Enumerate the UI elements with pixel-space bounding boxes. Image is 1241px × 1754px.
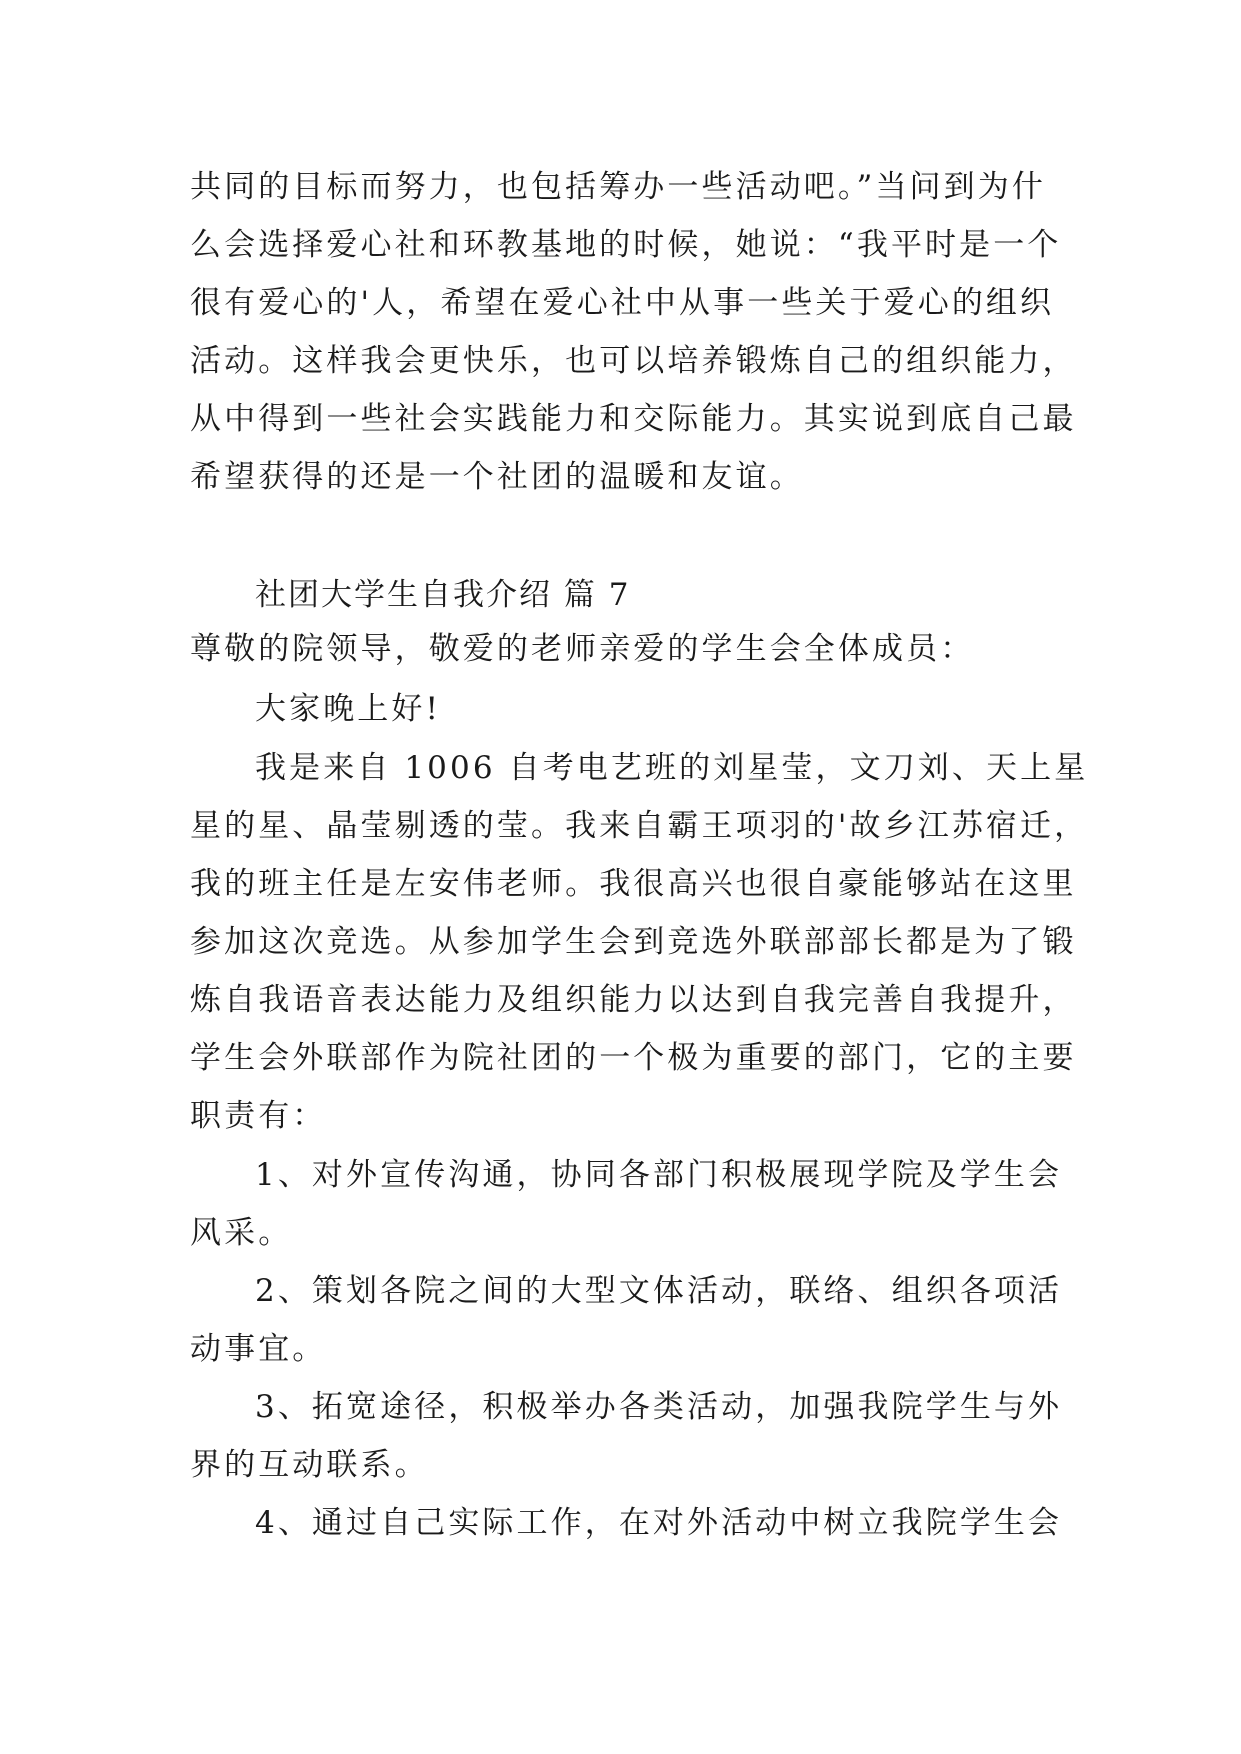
body-text-line: 我是来自 1006 自考电艺班的刘星莹，文刀刘、天上星 xyxy=(255,750,1089,786)
list-item-line: 风采。 xyxy=(190,1215,293,1251)
list-item-line: 界的互动联系。 xyxy=(190,1447,429,1483)
body-text-line: 从中得到一些社会实践能力和交际能力。其实说到底自己最 xyxy=(190,401,1077,437)
list-item-line: 动事宜。 xyxy=(190,1331,327,1367)
body-text-line: 么会选择爱心社和环教基地的时候，她说：“我平时是一个 xyxy=(190,227,1062,263)
section-heading: 社团大学生自我介绍 篇 7 xyxy=(255,577,631,613)
list-item-line: 4、通过自己实际工作，在对外活动中树立我院学生会 xyxy=(255,1505,1063,1541)
body-text-line: 活动。这样我会更快乐，也可以培养锻炼自己的组织能力， xyxy=(190,343,1077,379)
body-text-line: 学生会外联部作为院社团的一个极为重要的部门，它的主要 xyxy=(190,1040,1077,1076)
greeting: 大家晚上好! xyxy=(255,691,442,727)
body-text-line: 共同的目标而努力，也包括筹办一些活动吧。”当问到为什 xyxy=(190,169,1046,205)
body-text-line: 希望获得的还是一个社团的温暖和友谊。 xyxy=(190,459,804,495)
body-text-line: 参加这次竞选。从参加学生会到竞选外联部部长都是为了锻 xyxy=(190,924,1077,960)
body-text-line: 职责有： xyxy=(190,1098,327,1134)
list-item-line: 2、策划各院之间的大型文体活动，联络、组织各项活 xyxy=(255,1273,1063,1309)
body-text-line: 炼自我语音表达能力及组织能力以达到自我完善自我提升， xyxy=(190,982,1077,1018)
list-item-line: 1、对外宣传沟通，协同各部门积极展现学院及学生会 xyxy=(255,1157,1063,1193)
list-item-line: 3、拓宽途径，积极举办各类活动，加强我院学生与外 xyxy=(255,1389,1063,1425)
body-text-line: 星的星、晶莹剔透的莹。我来自霸王项羽的'故乡江苏宿迁， xyxy=(190,808,1089,844)
body-text-line: 我的班主任是左安伟老师。我很高兴也很自豪能够站在这里 xyxy=(190,866,1077,902)
salutation: 尊敬的院领导，敬爱的老师亲爱的学生会全体成员： xyxy=(190,631,975,667)
body-text-line: 很有爱心的'人，希望在爱心社中从事一些关于爱心的组织 xyxy=(190,285,1055,321)
